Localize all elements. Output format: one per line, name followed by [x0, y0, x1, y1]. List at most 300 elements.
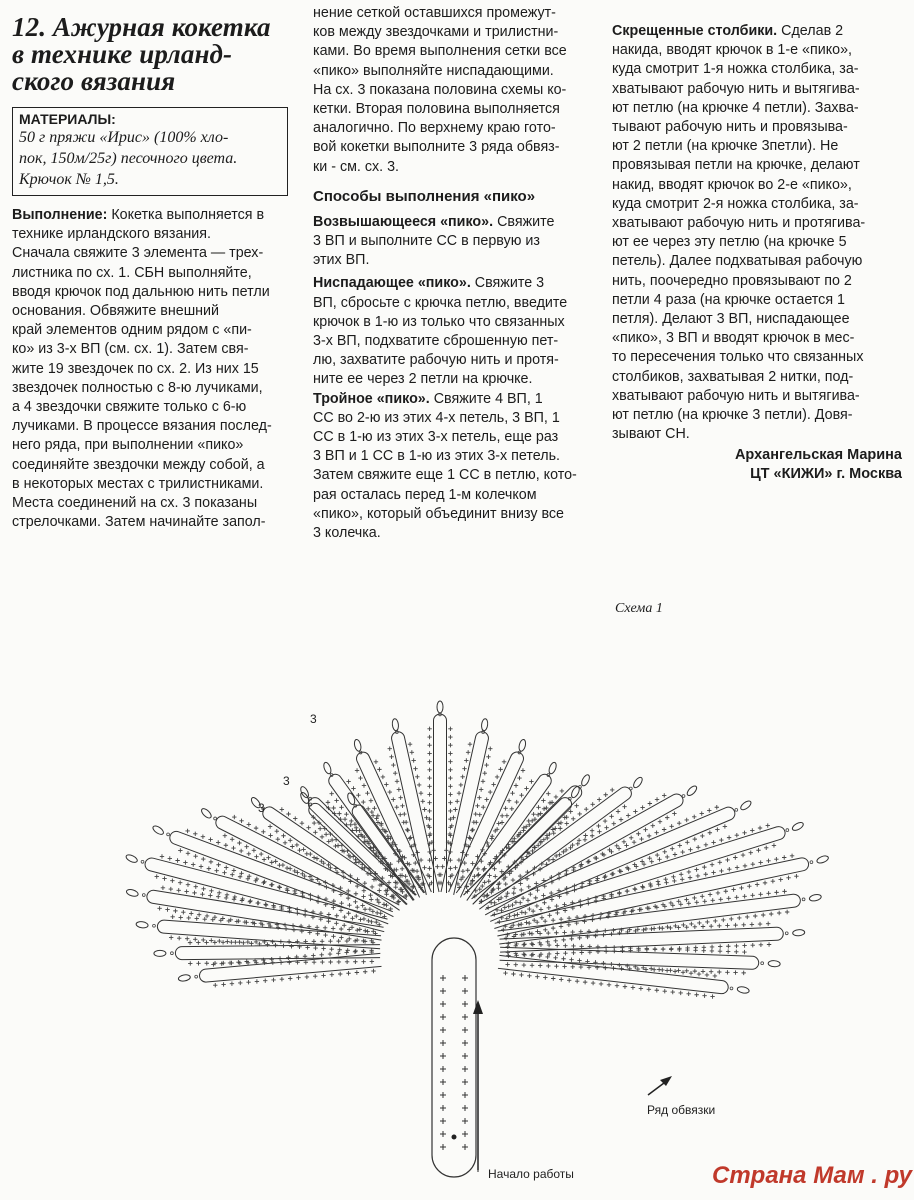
stitch-mark	[644, 927, 648, 931]
stitch-mark	[254, 826, 258, 830]
stitch-mark	[395, 805, 399, 809]
stitch-mark	[345, 960, 349, 964]
stitch-mark	[329, 791, 333, 795]
stitch-mark	[546, 931, 550, 935]
petal-loop	[434, 714, 447, 893]
stitch-mark	[647, 834, 651, 838]
stitch-mark	[427, 759, 431, 763]
stitch-mark	[519, 888, 523, 892]
stitch-mark	[599, 982, 603, 986]
title-line: ского вязания	[12, 66, 176, 96]
stitch-mark	[440, 975, 446, 981]
stitch-mark	[398, 813, 402, 817]
stitch-mark	[515, 800, 519, 804]
stitch-mark	[751, 862, 755, 866]
stitch-mark	[522, 932, 526, 936]
stitch-mark	[782, 889, 786, 893]
stitch-mark	[719, 869, 723, 873]
petal-loop	[441, 732, 488, 895]
stitch-mark	[327, 912, 331, 916]
stitch-mark	[381, 775, 385, 779]
stitch-mark	[433, 856, 437, 860]
materials-line: пок, 150м/25г) песочного цвета.	[19, 150, 238, 167]
stitch-mark	[178, 880, 182, 884]
stitch-mark	[393, 771, 397, 775]
stitch-mark	[647, 987, 651, 991]
stitch-mark	[553, 939, 557, 943]
stitch-mark	[694, 993, 698, 997]
stitch-mark	[349, 819, 353, 823]
stitch-mark	[735, 833, 739, 837]
stitch-mark	[440, 1027, 446, 1033]
stitch-mark	[571, 817, 575, 821]
stitch-mark	[246, 980, 250, 984]
stitch-mark	[216, 863, 220, 867]
stitch-mark	[170, 915, 174, 919]
stitch-mark	[767, 942, 771, 946]
stitch-mark	[289, 944, 293, 948]
stitch-mark	[417, 783, 421, 787]
stitch-mark	[427, 784, 431, 788]
stitch-mark	[579, 965, 583, 969]
stitch-mark	[742, 894, 746, 898]
stitch-mark	[326, 800, 330, 804]
stitch-mark	[292, 928, 296, 932]
stitch-mark	[632, 840, 636, 844]
stitch-mark	[702, 948, 706, 952]
stitch-mark	[462, 975, 468, 981]
stitch-mark	[733, 970, 737, 974]
stitch-mark	[311, 953, 315, 957]
stitch-mark	[331, 806, 335, 810]
stitch-mark	[551, 926, 555, 930]
stitch-mark	[384, 903, 388, 907]
pico-raised-label: Возвышающееся «пико».	[313, 213, 494, 230]
stitch-mark	[559, 924, 563, 928]
materials-line: 50 г пряжи «Ирис» (100% хло-	[19, 129, 229, 146]
stitch-mark	[427, 735, 431, 739]
text-line: столбиков, захватывая 2 нитки, под-	[612, 368, 854, 385]
text-line: вой кокетки выполните 3 ряда обвяз-	[313, 139, 560, 156]
stitch-mark	[466, 750, 470, 754]
stitch-mark	[336, 843, 340, 847]
stitch-mark	[462, 1027, 468, 1033]
stitch-mark	[734, 895, 738, 899]
stitch-mark	[178, 848, 182, 852]
stitch-mark	[199, 864, 203, 868]
stitch-mark	[625, 889, 629, 893]
stitch-mark	[193, 854, 197, 858]
stitch-mark	[427, 800, 431, 804]
stitch-mark	[320, 960, 324, 964]
stitch-mark	[512, 891, 516, 895]
text-line: а 4 звездочки свяжите только с 6-ю	[12, 399, 247, 416]
stitch-mark	[485, 797, 489, 801]
stitch-mark	[313, 974, 317, 978]
stitch-mark	[569, 957, 573, 961]
stitch-mark	[305, 975, 309, 979]
text-line: накид, вводят крючок во 2-е «пико»,	[612, 176, 852, 193]
stitch-mark	[521, 828, 525, 832]
stitch-mark	[462, 1066, 468, 1072]
stitch-mark	[530, 932, 534, 936]
stitch-mark	[507, 914, 511, 918]
text-line: петли 4 раза (на крючке остается 1	[612, 291, 845, 308]
stitch-mark	[440, 1014, 446, 1020]
stitch-mark	[233, 895, 237, 899]
text-line: накида, вводят крючок в 1-е «пико»,	[612, 42, 853, 59]
stitch-mark	[620, 946, 624, 950]
crossed-stitches-text	[612, 22, 902, 444]
stitch-mark	[510, 791, 514, 795]
stitch-mark	[514, 963, 518, 967]
stitch-mark	[194, 885, 198, 889]
stitch-mark	[362, 888, 366, 892]
stitch-mark	[543, 928, 547, 932]
stitch-mark	[553, 826, 557, 830]
stitch-mark	[388, 746, 392, 750]
stitch-mark	[502, 760, 506, 764]
stitch-mark	[388, 790, 392, 794]
stitch-mark	[169, 887, 173, 891]
stitch-mark	[709, 924, 713, 928]
stitch-mark	[448, 759, 452, 763]
stitch-mark	[473, 812, 477, 816]
stitch-mark	[763, 881, 767, 885]
stitch-mark	[559, 977, 563, 981]
stitch-mark	[725, 970, 729, 974]
stitch-mark	[374, 920, 378, 924]
picot-loop	[154, 950, 166, 956]
stitch-mark	[655, 988, 659, 992]
stitch-mark	[187, 916, 191, 920]
stitch-mark	[567, 978, 571, 982]
stitch-mark	[346, 948, 350, 952]
stitch-mark	[205, 914, 209, 918]
stitch-mark	[572, 884, 576, 888]
stitch-mark	[422, 865, 426, 869]
stitch-mark	[440, 1144, 446, 1150]
stitch-mark	[201, 834, 205, 838]
stitch-mark	[462, 1053, 468, 1059]
stitch-mark	[643, 828, 647, 832]
stitch-mark	[629, 836, 633, 840]
stitch-mark	[692, 896, 696, 900]
stitch-mark	[604, 945, 608, 949]
stitch-mark	[368, 893, 372, 897]
stitch-mark	[586, 860, 590, 864]
stitch-mark	[427, 809, 431, 813]
stitch-mark	[279, 960, 283, 964]
stitch-mark	[488, 746, 492, 750]
stitch-mark	[440, 1040, 446, 1046]
stitch-mark	[692, 815, 696, 819]
stitch-mark	[326, 919, 330, 923]
text-line: Затем свяжите еще 1 СС в петлю, кото-	[313, 467, 577, 484]
stitch-mark	[339, 901, 343, 905]
text-line: ют ее через эту петлю (на крючке 5	[612, 234, 847, 251]
stitch-mark	[542, 878, 546, 882]
stitch-mark	[631, 985, 635, 989]
stitch-mark	[733, 923, 737, 927]
stitch-mark	[708, 892, 712, 896]
stitch-mark	[697, 921, 701, 925]
stitch-mark	[561, 938, 565, 942]
stitch-mark	[790, 854, 794, 858]
stitch-mark	[232, 815, 236, 819]
stitch-mark	[261, 830, 265, 834]
stitch-mark	[440, 1105, 446, 1111]
stitch-mark	[707, 808, 711, 812]
stitch-mark	[500, 820, 504, 824]
edging-label: Ряд обвязки	[647, 1103, 716, 1117]
stitch-mark	[541, 893, 545, 897]
stitch-mark	[408, 742, 412, 746]
stitch-mark	[457, 858, 461, 862]
column-2	[313, 0, 589, 543]
start-arrow	[473, 1000, 483, 1172]
stitch-mark	[209, 889, 213, 893]
stitch-mark	[184, 889, 188, 893]
stitch-mark	[323, 926, 327, 930]
stitch-mark	[354, 949, 358, 953]
stitch-mark	[362, 949, 366, 953]
stitch-mark	[197, 912, 201, 916]
stitch-mark	[656, 882, 660, 886]
stitch-mark	[402, 812, 406, 816]
stitch-mark	[331, 926, 335, 930]
stitch-mark	[623, 984, 627, 988]
stitch-mark	[201, 857, 205, 861]
stitch-mark	[440, 1053, 446, 1059]
stitch-mark	[654, 830, 658, 834]
stitch-mark	[372, 806, 376, 810]
stitch-mark	[229, 940, 233, 944]
stitch-mark	[175, 858, 179, 862]
stitch-mark	[609, 962, 613, 966]
stitch-mark	[386, 834, 390, 838]
stitch-mark	[633, 887, 637, 891]
stitch-mark	[583, 980, 587, 984]
stitch-mark	[726, 944, 730, 948]
stitch-mark	[490, 834, 494, 838]
stitch-mark	[321, 973, 325, 977]
stitch-mark	[295, 911, 299, 915]
stitch-mark	[394, 885, 398, 889]
stitch-mark	[355, 928, 359, 932]
stitch-mark	[217, 939, 221, 943]
picot-loop	[322, 761, 332, 774]
stitch-mark	[440, 988, 446, 994]
stitch-mark	[539, 907, 543, 911]
stitch-mark	[526, 898, 530, 902]
stitch-mark	[347, 937, 351, 941]
chain-mark	[141, 860, 144, 863]
chain-mark	[214, 817, 217, 820]
stitch-mark	[771, 879, 775, 883]
stitch-mark	[155, 874, 159, 878]
stitch-mark	[506, 945, 510, 949]
edging-arrow	[648, 1076, 672, 1095]
stitch-mark	[448, 784, 452, 788]
stitch-mark	[196, 961, 200, 965]
stitch-mark	[716, 891, 720, 895]
stitch-mark	[591, 802, 595, 806]
stitch-mark	[580, 950, 584, 954]
stitch-mark	[266, 855, 270, 859]
stitch-mark	[356, 793, 360, 797]
stitch-mark	[500, 814, 504, 818]
stitch-mark	[657, 967, 661, 971]
text-line: этих ВП.	[313, 252, 370, 269]
chain-mark	[142, 894, 145, 897]
stitch-mark	[419, 858, 423, 862]
stitch-mark	[531, 942, 535, 946]
stitch-mark	[591, 981, 595, 985]
chain-mark	[153, 924, 156, 927]
stitch-mark	[571, 965, 575, 969]
stitch-mark	[191, 862, 195, 866]
text-line: хватывают рабочую нить и протягива-	[612, 215, 866, 232]
text-line: край элементов одним рядом с «пи-	[12, 322, 252, 339]
stitch-mark	[519, 793, 523, 797]
stitch-mark	[353, 939, 357, 943]
stitch-mark	[753, 914, 757, 918]
stitch-mark	[498, 767, 502, 771]
stitch-mark	[679, 902, 683, 906]
stitch-mark	[435, 864, 439, 868]
stitch-mark	[750, 922, 754, 926]
stitch-mark	[705, 973, 709, 977]
stitch-mark	[653, 947, 657, 951]
stitch-mark	[527, 907, 531, 911]
stitch-mark	[518, 901, 522, 905]
text-line: СС во 2-ю из этих 4-х петель, 3 ВП, 1	[313, 409, 560, 426]
stitch-mark	[217, 891, 221, 895]
stitch-mark	[277, 885, 281, 889]
petal-loop	[449, 752, 524, 897]
stitch-mark	[710, 945, 714, 949]
stitch-mark	[300, 872, 304, 876]
stitch-mark	[511, 923, 515, 927]
stitch-mark	[440, 1001, 446, 1007]
stitch-mark	[677, 821, 681, 825]
stitch-mark	[529, 779, 533, 783]
picot-loop	[809, 893, 822, 901]
stitch-mark	[490, 836, 494, 840]
stitch-mark	[370, 959, 374, 963]
stitch-mark	[254, 854, 258, 858]
stitch-mark	[221, 982, 225, 986]
stitch-mark	[693, 948, 697, 952]
stitch-mark	[323, 933, 327, 937]
stitch-mark	[358, 776, 362, 780]
text-line: жите 19 звездочек по сх. 2. Из них 15	[12, 360, 259, 377]
stitch-mark	[546, 791, 550, 795]
stem-loop	[432, 938, 476, 1177]
chain-mark	[735, 808, 738, 811]
picot-loop	[152, 824, 165, 836]
text-line: нить, поочередно провязывают по 2	[612, 272, 852, 289]
text-line: ните ее через 2 петли на крючке.	[313, 371, 533, 388]
stitch-mark	[510, 807, 514, 811]
stitch-mark	[376, 820, 380, 824]
stitch-mark	[339, 935, 343, 939]
text-line: 3-х ВП, подхватите сброшенную пет-	[313, 333, 559, 350]
stitch-mark	[286, 812, 290, 816]
stitch-mark	[448, 866, 452, 870]
stitch-mark	[657, 857, 661, 861]
stitch-mark	[231, 846, 235, 850]
start-label: Начало работы	[488, 1167, 574, 1181]
stitch-mark	[361, 959, 365, 963]
stitch-mark	[461, 869, 465, 873]
stitch-mark	[480, 848, 484, 852]
stitch-mark	[213, 983, 217, 987]
stitch-mark	[477, 795, 481, 799]
stitch-mark	[470, 861, 474, 865]
picot-loop	[353, 739, 362, 752]
stitch-mark	[346, 896, 350, 900]
stitch-mark	[724, 889, 728, 893]
stitch-mark	[241, 941, 245, 945]
stitch-mark	[729, 917, 733, 921]
stitch-mark	[448, 727, 452, 731]
stitch-mark	[655, 797, 659, 801]
stitch-mark	[354, 914, 358, 918]
text-line: то пересечения только что связанных	[612, 349, 864, 366]
stitch-mark	[587, 859, 591, 863]
stitch-mark	[703, 899, 707, 903]
stitch-mark	[186, 883, 190, 887]
count-marker: 3	[310, 712, 317, 726]
stitch-mark	[160, 854, 164, 858]
stitch-mark	[315, 925, 319, 929]
stitch-mark	[596, 824, 600, 828]
stitch-mark	[758, 922, 762, 926]
stitch-mark	[731, 887, 735, 891]
stitch-mark	[693, 837, 697, 841]
stitch-mark	[448, 776, 452, 780]
stitch-mark	[662, 827, 666, 831]
stitch-mark	[472, 874, 476, 878]
stitch-mark	[305, 945, 309, 949]
picot-loop	[739, 799, 752, 811]
stitch-mark	[455, 799, 459, 803]
stitch-mark	[321, 946, 325, 950]
text-line: звездочек полностью с 8-ю лучиками,	[12, 379, 263, 396]
stitch-mark	[355, 938, 359, 942]
count-marker: 3	[283, 774, 290, 788]
stitch-mark	[734, 950, 738, 954]
stitch-mark	[671, 875, 675, 879]
stitch-mark	[427, 743, 431, 747]
stitch-mark	[273, 943, 277, 947]
stitch-mark	[178, 915, 182, 919]
stitch-mark	[301, 847, 305, 851]
stitch-mark	[530, 963, 534, 967]
stitch-mark	[491, 782, 495, 786]
stitch-mark	[297, 848, 301, 852]
stitch-mark	[710, 994, 714, 998]
text-line: петля). Делают 3 ВП, ниспадающее	[612, 311, 850, 328]
stitch-mark	[273, 859, 277, 863]
stitch-mark	[271, 978, 275, 982]
chain-mark	[802, 898, 805, 901]
stitch-mark	[162, 876, 166, 880]
stitch-mark	[371, 969, 375, 973]
stitch-mark	[308, 852, 312, 856]
